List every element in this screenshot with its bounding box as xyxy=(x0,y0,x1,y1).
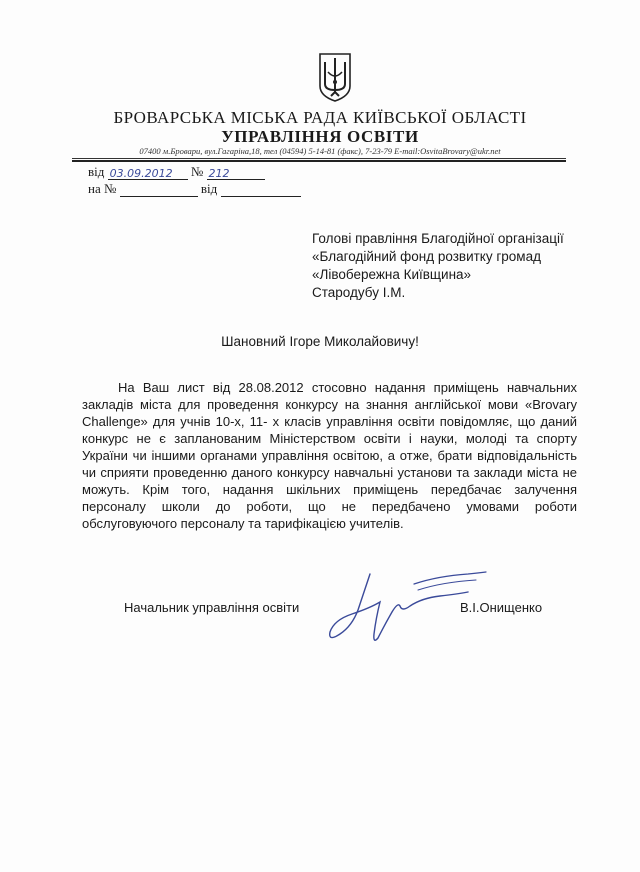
salutation: Шановний Ігоре Миколайовичу! xyxy=(221,334,419,349)
addressee-block xyxy=(312,230,612,302)
signatory-name: В.І.Онищенко xyxy=(460,600,543,615)
to-number-label: на № xyxy=(88,181,117,196)
header-rule-thick xyxy=(72,160,566,162)
addressee-line: Стародубу І.М. xyxy=(312,285,406,300)
addressee-line: «Лівобережна Київщина» xyxy=(312,267,472,282)
addressee-line: «Благодійний фонд розвитку громад xyxy=(312,249,541,264)
letter-body: На Ваш лист від 28.08.2012 стосовно надання приміщень навчальних закладів міста для проведення конкурсу на знання англійської мови «Brovary Challenge» для учнів 10-х, 11- х класів управління освіти повідомляє, що даний конкурс не є запланованим Міністерством освіти і науки, молоді та спорту України чи іншими органами управління освітою, а отже, брати відповідальність чи сприяти проведенню даного конкурсу навчальні установи та заклади міста не можуть. Крім того, надання шкільних приміщень передбачає залучення персоналу школи до роботи, що не передбачено умовами роботи обслуговуючого персоналу та тарифікацією учителів. xyxy=(82,380,577,531)
to-date-label: від xyxy=(200,181,218,196)
contact-address: 07400 м.Бровари, вул.Гагаріна,18, тел (04594) 5-14-81 (факс), 7-23-79 E-mail:OsvitaBrovary@ukr.net xyxy=(139,146,501,156)
incoming-reference xyxy=(88,181,301,197)
addressee-line: Голові правління Благодійної організації xyxy=(312,231,564,246)
from-label: від xyxy=(88,164,105,179)
trident-emblem-icon xyxy=(319,52,351,102)
signatory-title: Начальник управління освіти xyxy=(124,600,300,615)
outgoing-date-field xyxy=(108,165,188,180)
outgoing-number-field xyxy=(207,165,265,180)
incoming-date-field xyxy=(221,182,301,197)
number-label: № xyxy=(190,164,204,179)
header-rule-thin xyxy=(72,158,566,159)
department-name: УПРАВЛІННЯ ОСВІТИ xyxy=(221,127,419,146)
incoming-number-field xyxy=(120,182,198,197)
organization-name: БРОВАРСЬКА МІСЬКА РАДА КИЇВСЬКОЇ ОБЛАСТІ xyxy=(113,108,527,127)
outgoing-number: 212 xyxy=(208,167,230,180)
outgoing-reference xyxy=(88,164,265,180)
outgoing-date: 03.09.2012 xyxy=(109,167,173,180)
